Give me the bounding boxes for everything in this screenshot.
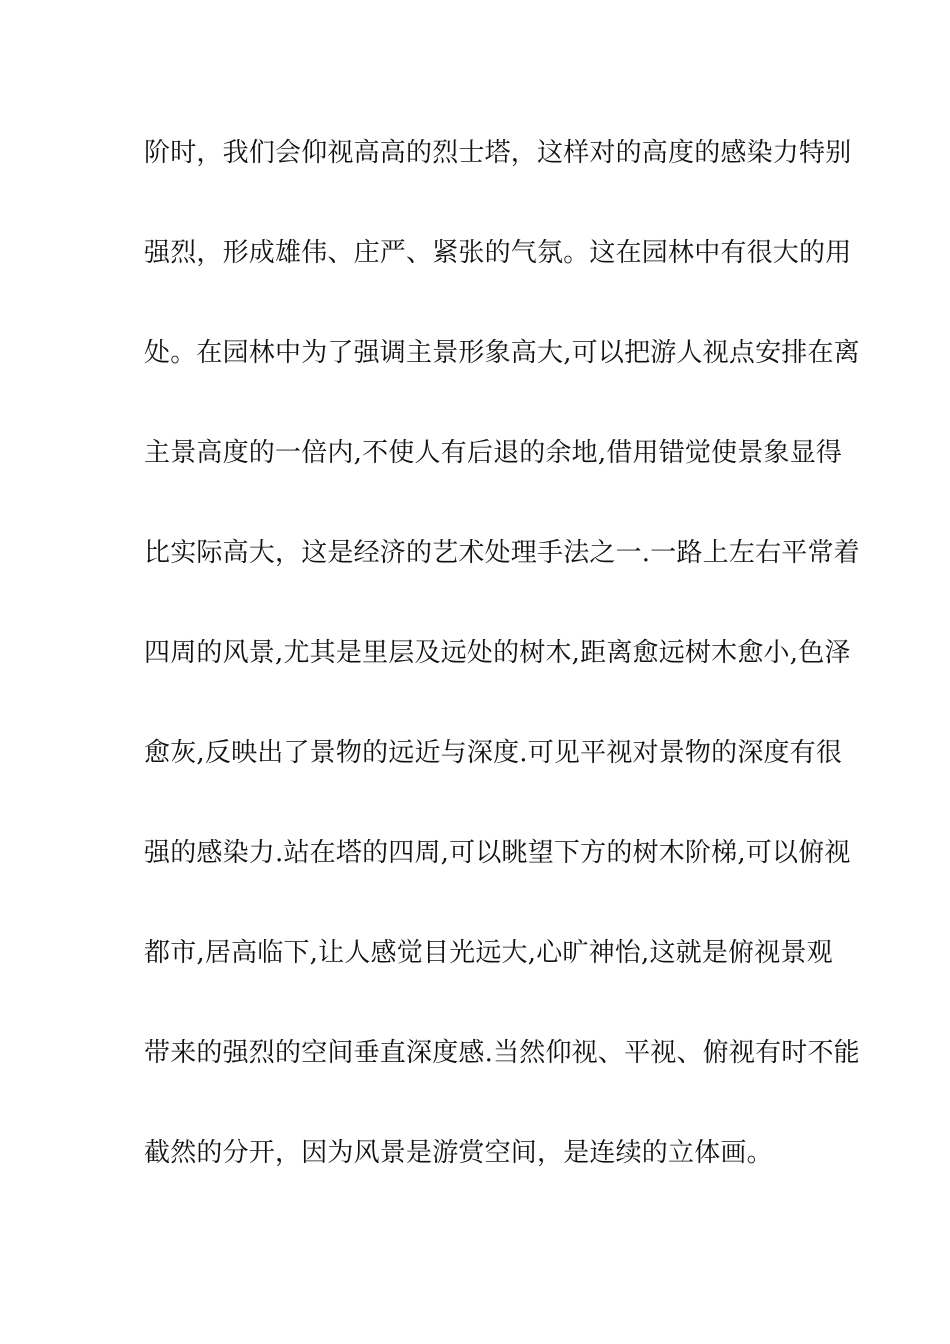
paragraph-line-5: 比实际高大，这是经济的艺术处理手法之一.一路上左右平常着 (144, 538, 860, 568)
paragraph-line-7: 愈灰,反映出了景物的远近与深度.可见平视对景物的深度有很 (144, 738, 843, 768)
paragraph-line-2: 强烈，形成雄伟、庄严、紧张的气氛。这在园林中有很大的用 (144, 238, 852, 268)
paragraph-line-10: 带来的强烈的空间垂直深度感.当然仰视、平视、俯视有时不能 (144, 1038, 860, 1068)
paragraph-line-1: 阶时，我们会仰视高高的烈士塔，这样对的高度的感染力特别 (144, 138, 852, 168)
paragraph-line-4: 主景高度的一倍内,不使人有后退的余地,借用错觉使景象显得 (144, 438, 843, 468)
paragraph-line-8: 强的感染力.站在塔的四周,可以眺望下方的树木阶梯,可以俯视 (144, 838, 851, 868)
body-paragraph (144, 128, 860, 1228)
paragraph-line-9: 都市,居高临下,让人感觉目光远大,心旷神怡,这就是俯视景观 (144, 938, 833, 968)
paragraph-line-6: 四周的风景,尤其是里层及远处的树木,距离愈远树木愈小,色泽 (144, 638, 851, 668)
paragraph-line-3: 处。在园林中为了强调主景形象高大,可以把游人视点安排在离 (144, 338, 860, 368)
paragraph-line-11: 截然的分开，因为风景是游赏空间，是连续的立体画。 (144, 1138, 773, 1168)
